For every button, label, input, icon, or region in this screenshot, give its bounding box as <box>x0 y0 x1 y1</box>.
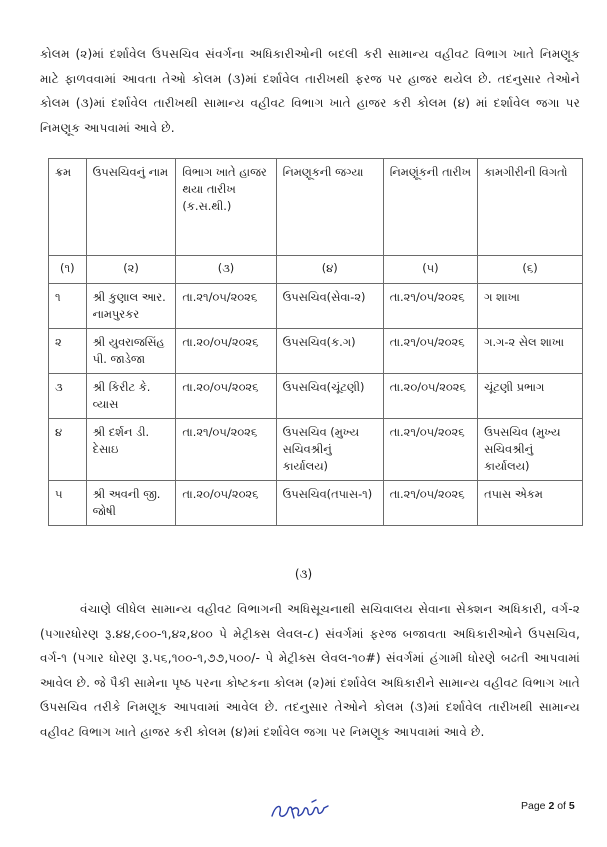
header-duty: કામગીરીની વિગતો <box>478 159 583 256</box>
cell-name: શ્રી યુવરાજસિંહ પી. જાડેજા <box>86 329 176 374</box>
column-number: (૪) <box>276 256 383 284</box>
cell-join-date: તા.૨૦/૦૫/૨૦૨૬ <box>176 374 276 419</box>
cell-join-date: તા.૨૧/૦૫/૨૦૨૬ <box>176 419 276 481</box>
intro-paragraph: કોલમ (૨)માં દર્શાવેલ ઉપસચિવ સંવર્ગના અધિકારીઓની બદલી કરી સામાન્ય વહીવટ વિભાગ ખાતે નિમણૂક માટે ફાળવવામાં આવતા તેઓ કોલમ (૩)માં દર્શાવેલ તારીખથી ફરજ પર હાજર થયેલ છે. તદનુસાર તેઓને કોલમ (૩)માં દર્શાવેલ તારીખથી સામાન્ય વહીવટ વિભાગ ખાતે હાજર કરી કોલમ (૪) માં દર્શાવેલ જગા પર નિમણૂક આપવામાં આવે છે. <box>40 47 580 135</box>
cell-sr: ૫ <box>49 481 87 526</box>
cell-appt-date: તા.૨૧/૦૫/૨૦૨૬ <box>383 419 477 481</box>
cell-post: ઉપસચિવ(ચૂંટણી) <box>276 374 383 419</box>
cell-join-date: તા.૨૦/૦૫/૨૦૨૬ <box>176 329 276 374</box>
table-row <box>49 329 583 374</box>
cell-post: ઉપસચિવ (મુખ્ય સચિવશ્રીનું કાર્યાલય) <box>276 419 383 481</box>
cell-post: ઉપસચિવ(સેવા-૨) <box>276 284 383 329</box>
cell-sr: ૧ <box>49 284 87 329</box>
header-name: ઉપસચિવનું નામ <box>86 159 176 256</box>
cell-appt-date: તા.૨૧/૦૫/૨૦૨૬ <box>383 284 477 329</box>
column-number: (૫) <box>383 256 477 284</box>
header-appt-date: નિમણૂંકની તારીખ <box>383 159 477 256</box>
table-row <box>49 284 583 329</box>
cell-appt-date: તા.૨૧/૦૫/૨૦૨૬ <box>383 481 477 526</box>
table-row <box>49 374 583 419</box>
cell-name: શ્રી કિરીટ કે. વ્યાસ <box>86 374 176 419</box>
column-number: (૨) <box>86 256 176 284</box>
cell-join-date: તા.૨૧/૦૫/૨૦૨૬ <box>176 284 276 329</box>
page-of: of <box>557 800 566 812</box>
cell-name: શ્રી દર્શન ડી. દેસાઇ <box>86 419 176 481</box>
cell-sr: ૪ <box>49 419 87 481</box>
column-number-row <box>49 256 583 284</box>
header-sr: ક્રમ <box>49 159 87 256</box>
cell-duty: ઉપસચિવ (મુખ્ય સચિવશ્રીનું કાર્યાલય) <box>478 419 583 481</box>
signature <box>268 796 338 824</box>
table-row <box>49 419 583 481</box>
header-join-date: વિભાગ ખાતે હાજર થયા તારીખ (ક.સ.થી.) <box>176 159 276 256</box>
cell-post: ઉપસચિવ(ક.ગ) <box>276 329 383 374</box>
cell-name: શ્રી અવની જી. જોષી <box>86 481 176 526</box>
table-row <box>49 481 583 526</box>
header-post: નિમણૂકની જગ્યા <box>276 159 383 256</box>
cell-appt-date: તા.૨૦/૦૫/૨૦૨૬ <box>383 374 477 419</box>
cell-duty: ગ શાખા <box>478 284 583 329</box>
cell-post: ઉપસચિવ(તપાસ-૧) <box>276 481 383 526</box>
cell-join-date: તા.૨૦/૦૫/૨૦૨૬ <box>176 481 276 526</box>
cell-sr: ૨ <box>49 329 87 374</box>
column-number: (૩) <box>176 256 276 284</box>
page-prefix: Page <box>521 800 546 812</box>
cell-sr: ૩ <box>49 374 87 419</box>
page-current: 2 <box>548 800 555 812</box>
second-paragraph: વંચાણે લીધેલ સામાન્ય વહીવટ વિભાગની અધિસૂચનાથી સચિવાલય સેવાના સેક્શન અધિકારી, વર્ગ-૨ (પગારધોરણ રૂ.૪૪,૯૦૦-૧,૪૨,૪૦૦ પે મેટ્રીક્સ લેવલ-૮) સંવર્ગમાં ફરજ બજાવતા અધિકારીઓને ઉપસચિવ, વર્ગ-૧ (પગાર ધોરણ રૂ.૫૬,૧૦૦-૧,૭૭,૫૦૦/- પે મેટ્રીક્સ લેવલ-૧૦#) સંવર્ગમાં હંગામી ધોરણે બઢતી આપવામાં આવેલ છે. જે પૈકી સામેના પૃષ્ઠ પરના કોષ્ટકના કોલમ (૨)માં દર્શાવેલ અધિકારીને સામાન્ય વહીવટ વિભાગ ખાતે ઉપસચિવ તરીકે નિમણૂક આપવામાં આવેલ છે. તદનુસાર તેઓને કોલમ (૩)માં દર્શાવેલ તારીખથી સામાન્ય વહીવટ વિભાગ ખાતે હાજર કરી કોલમ (૪)માં દર્શાવેલ જગા પર નિમણૂક આપવામાં આવે છે. <box>40 602 580 739</box>
page-number <box>521 800 575 812</box>
section-number: (૩) <box>294 567 313 581</box>
table-header-row <box>49 159 583 256</box>
column-number: (૧) <box>49 256 87 284</box>
cell-duty: ચૂંટણી પ્રભાગ <box>478 374 583 419</box>
cell-name: શ્રી કુણાલ આર. નામપુરકર <box>86 284 176 329</box>
page-total: 5 <box>568 800 575 812</box>
cell-appt-date: તા.૨૧/૦૫/૨૦૨૬ <box>383 329 477 374</box>
cell-duty: ગ.ગ-૨ સેલ શાખા <box>478 329 583 374</box>
cell-duty: તપાસ એકમ <box>478 481 583 526</box>
column-number: (૬) <box>478 256 583 284</box>
appointment-table <box>48 158 583 526</box>
